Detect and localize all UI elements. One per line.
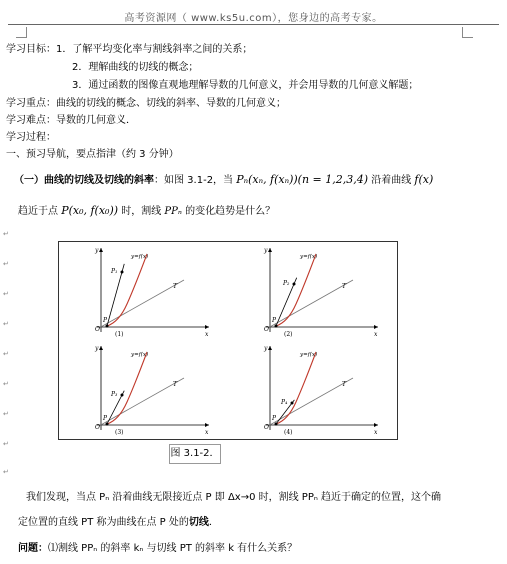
subsection-text-a: ：如图 3.1-2，当 <box>154 175 234 186</box>
p-label: P <box>272 415 277 422</box>
x-label: x <box>205 331 209 338</box>
figure-svg <box>59 242 397 439</box>
header-divider <box>8 24 499 25</box>
ppn-symbol: PPₙ <box>164 206 182 217</box>
curve-label: y=f(x) <box>300 352 318 358</box>
p-label: P <box>103 317 108 324</box>
figure-3-1-2 <box>58 241 398 440</box>
curve-label: y=f(x) <box>300 254 318 260</box>
pn-formula: Pₙ(xₙ, f(xₙ))(n = 1,2,3,4) <box>236 173 369 186</box>
para-mark: ↵ <box>3 260 9 268</box>
x-axis-arrow <box>374 325 378 329</box>
x-label: x <box>374 429 378 436</box>
para-mark: ↵ <box>3 230 9 238</box>
panel-label: (1) <box>115 331 124 338</box>
key-points: 学习重点：曲线的切线的概念、切线的斜率、导数的几何意义； <box>6 98 286 109</box>
curve-label: y=f(x) <box>131 352 149 358</box>
pn-label: P₁ <box>111 268 118 275</box>
discovery-text: 定位置的直线 PT 称为曲线在点 P 处的 <box>18 517 189 528</box>
p-label: P <box>103 415 108 422</box>
point-p <box>106 423 109 426</box>
goals-line1 <box>6 44 252 56</box>
fx-symbol: f(x) <box>414 173 434 186</box>
t-label: T <box>342 381 347 388</box>
tangent-line <box>99 280 184 328</box>
figure-panel <box>263 247 378 338</box>
y-label: y <box>95 247 99 254</box>
figure-caption: 图 3.1-2． <box>169 444 221 464</box>
p-label: P <box>272 317 277 324</box>
origin-label: O <box>95 326 100 333</box>
subsection-line <box>14 174 433 187</box>
crop-mark-left <box>16 27 27 38</box>
pn-label: P₄ <box>281 399 288 406</box>
para-mark: ↵ <box>3 468 9 476</box>
point-p <box>275 423 278 426</box>
para-mark: ↵ <box>3 350 9 358</box>
point-pn <box>291 402 294 405</box>
point-pn <box>293 283 296 286</box>
question-line <box>18 543 297 555</box>
x-axis-arrow <box>205 423 209 427</box>
subsection-text-b: 沿着曲线 <box>371 175 412 186</box>
discovery-line2 <box>18 517 219 529</box>
point-p <box>275 325 278 328</box>
goals-label: 学习目标： <box>6 44 56 55</box>
page-header: 高考资源网（ www.ks5u.com），您身边的高考专家。 <box>124 13 383 24</box>
y-axis-arrow <box>99 248 103 252</box>
pn-label: P₃ <box>111 391 118 398</box>
goal-3: 3．通过函数的图像直观地理解导数的几何意义，并会用导数的几何意义解题； <box>72 80 419 91</box>
subsection-title: （一）曲线的切线及切线的斜率 <box>14 175 154 186</box>
origin-label: O <box>264 326 269 333</box>
para-mark: ↵ <box>3 380 9 388</box>
difficult-points: 学习难点：导数的几何意义． <box>6 115 136 126</box>
curve <box>276 254 316 326</box>
subsection-text-c: 趋近于点 <box>18 206 58 217</box>
subsection-text-d: 时，割线 <box>121 206 162 217</box>
crop-mark-right <box>462 27 473 38</box>
x-axis-arrow <box>205 325 209 329</box>
figure-panel <box>94 247 209 338</box>
tangent-line <box>99 378 184 426</box>
point-p: P(x₀, f(x₀)) <box>61 204 119 217</box>
origin-label: O <box>95 424 100 431</box>
panel-label: (4) <box>284 429 293 436</box>
figure-panel <box>263 345 378 436</box>
tangent-term: 切线 <box>188 517 209 528</box>
curve <box>276 352 316 424</box>
process-heading: 学习过程： <box>6 132 56 143</box>
y-axis-arrow <box>268 248 272 252</box>
y-label: y <box>264 247 268 254</box>
y-label: y <box>95 345 99 352</box>
panel-label: (2) <box>284 331 293 338</box>
y-axis-arrow <box>268 346 272 350</box>
x-label: x <box>205 429 209 436</box>
origin-label: O <box>264 424 269 431</box>
para-mark: ↵ <box>3 410 9 418</box>
para-mark: ↵ <box>3 440 9 448</box>
point-p <box>106 325 109 328</box>
subsection-text-e: 的变化趋势是什么？ <box>185 206 276 217</box>
discovery-period: ． <box>208 517 219 528</box>
point-pn <box>121 271 124 274</box>
curve-label: y=f(x) <box>131 254 149 260</box>
question-text: ⑴割线 PPₙ 的斜率 kₙ 与切线 PT 的斜率 k 有什么关系？ <box>48 543 298 554</box>
para-mark: ↵ <box>3 320 9 328</box>
goal-1: 1．了解平均变化率与割线斜率之间的关系； <box>56 44 253 55</box>
discovery-line1: 我们发现，当点 Pₙ 沿着曲线无限接近点 P 即 Δx→0 时，割线 PPₙ 趋近于确定的位置，这个确 <box>26 492 442 503</box>
t-label: T <box>173 283 178 290</box>
t-label: T <box>342 283 347 290</box>
panel-label: (3) <box>115 429 124 436</box>
t-label: T <box>173 381 178 388</box>
pn-label: P₂ <box>283 280 290 287</box>
curve <box>107 254 147 326</box>
x-axis-arrow <box>374 423 378 427</box>
para-mark: ↵ <box>3 290 9 298</box>
y-label: y <box>264 345 268 352</box>
subsection-line2 <box>18 205 275 218</box>
tangent-line <box>268 280 353 328</box>
x-label: x <box>374 331 378 338</box>
point-pn <box>121 394 124 397</box>
question-label: 问题： <box>18 543 48 554</box>
section-heading: 一、预习导航，要点指津（约 3 分钟） <box>6 149 179 160</box>
goal-2: 2．理解曲线的切线的概念； <box>72 62 199 73</box>
y-axis-arrow <box>99 346 103 350</box>
figure-panel <box>94 345 209 436</box>
